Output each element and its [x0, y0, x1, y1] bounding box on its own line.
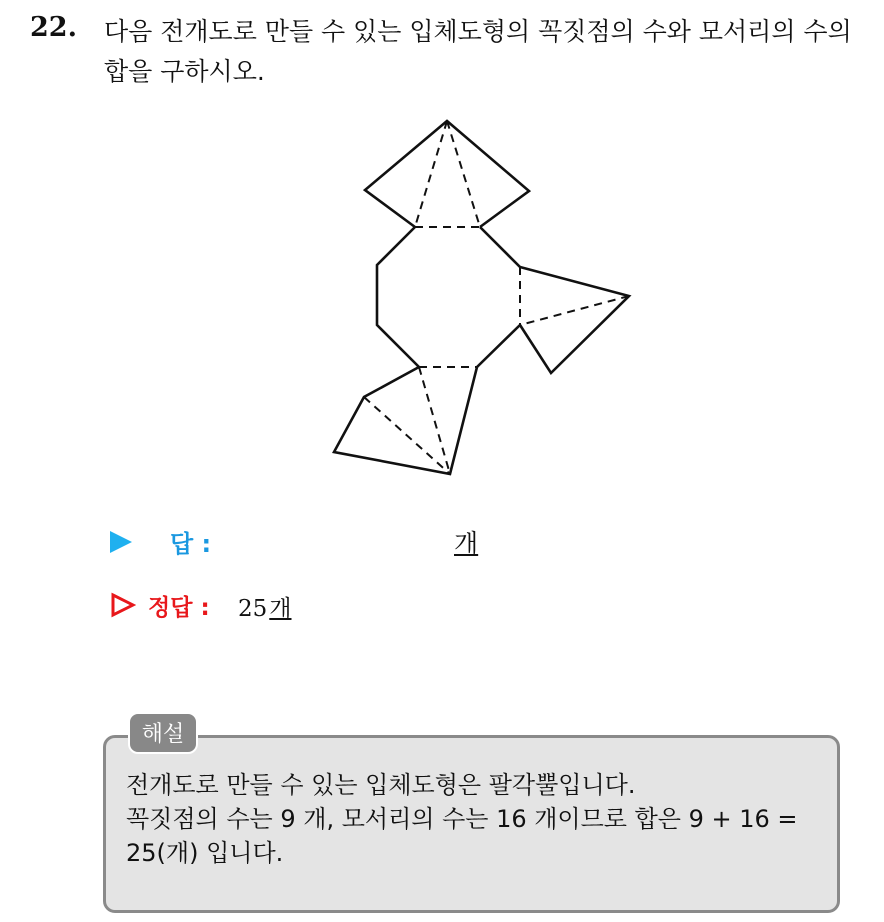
correct-answer-unit: 개 — [269, 596, 292, 622]
answer-row — [110, 522, 610, 562]
octagon-edge-right-upper — [480, 227, 520, 267]
correct-answer-label: 정답 : — [148, 595, 210, 621]
net-diagram — [300, 100, 640, 490]
right-face-outline — [520, 267, 629, 373]
answer-label: 답 : — [170, 530, 212, 558]
octagon-edge-left — [377, 227, 419, 367]
fold-line-bottom-inner-left — [364, 397, 450, 474]
explanation-line-2: 꼭짓점의 수는 9 개, 모서리의 수는 16 개이므로 합은 9 + 16 = — [126, 805, 798, 833]
explanation-text — [126, 768, 836, 870]
fold-line-top-inner-left — [415, 121, 447, 227]
answer-unit: 개 — [454, 529, 479, 558]
correct-answer-number: 25 — [238, 596, 268, 622]
fold-line-bottom-inner-right — [419, 367, 450, 474]
explanation-line-3: 25(개) 입니다. — [126, 839, 284, 867]
fold-line-top-inner-right — [447, 121, 480, 227]
play-arrow-icon — [110, 531, 132, 553]
top-face-outline — [365, 121, 529, 227]
octagon-edge-right-lower — [477, 325, 520, 367]
question-line-2: 합을 구하시오. — [104, 57, 265, 86]
correct-answer-value — [238, 590, 292, 623]
outline-play-arrow-icon — [110, 592, 136, 618]
bottom-face-outline — [334, 367, 477, 474]
explanation-line-1: 전개도로 만들 수 있는 입체도형은 팔각뿔입니다. — [126, 771, 636, 799]
question-text — [104, 12, 874, 92]
correct-answer-row — [110, 586, 610, 626]
question-line-1: 다음 전개도로 만들 수 있는 입체도형의 꼭짓점의 수와 모서리의 수의 — [104, 17, 852, 46]
explanation-tab: 해설 — [128, 712, 198, 754]
question-number: 22. — [30, 12, 77, 43]
